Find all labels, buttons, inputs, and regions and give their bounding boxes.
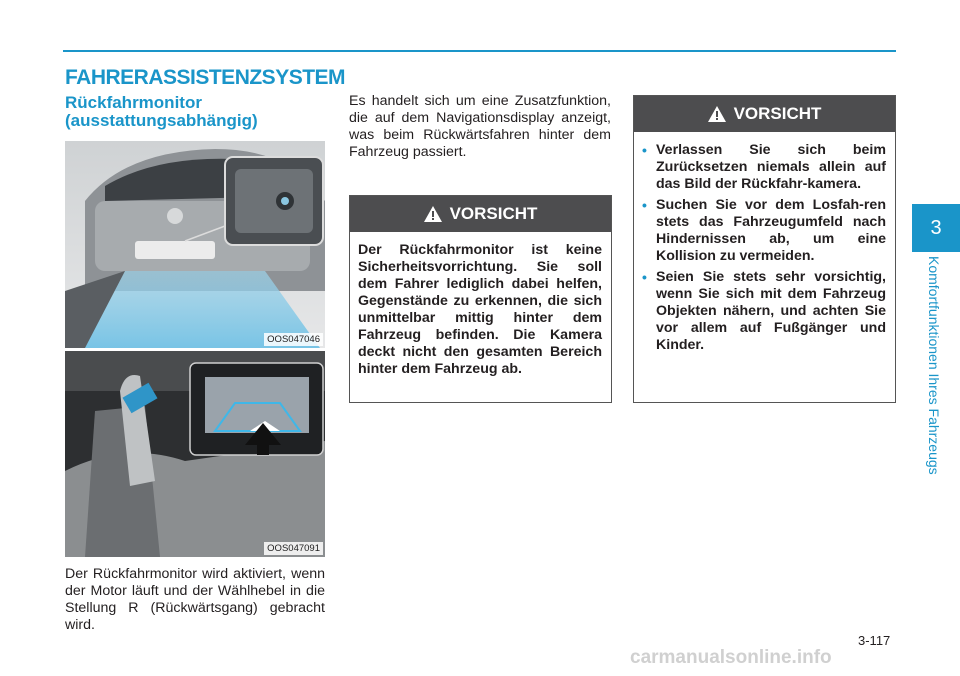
gear-lever-photo <box>65 351 325 557</box>
middle-paragraph: Es handelt sich um eine Zusatzfunktion, die auf dem Navigationsdisplay anzeigt, was beim Rückwärtsfahren hinter dem Fahrzeug passiert. <box>349 93 611 160</box>
figure-code: OOS047046 <box>264 333 323 346</box>
caution-title: VORSICHT <box>449 204 538 223</box>
rear-camera-photo <box>65 141 325 348</box>
caution-box <box>633 95 896 403</box>
caution-item-text: Verlassen Sie sich beim Zurücksetzen niemals allein auf das Bild der Rückfahr-kamera. <box>656 142 886 192</box>
caution-item-text: Seien Sie stets sehr vorsichtig, wenn Sie sich mit dem Fahrzeug Objekten nähern, und achten Sie vor allem auf Fußgänger und Kinder. <box>656 269 886 353</box>
subsection-title: Rückfahrmonitor (ausstattungsabhängig) <box>65 93 258 130</box>
page-number: 3-117 <box>858 633 891 648</box>
bullet-icon: • <box>642 142 647 158</box>
caution-box <box>349 195 612 403</box>
caution-title: VORSICHT <box>733 104 822 123</box>
bullet-icon: • <box>642 269 647 285</box>
warning-triangle-icon <box>708 106 726 122</box>
caution-list-item <box>642 142 886 193</box>
left-paragraph: Der Rückfahrmonitor wird aktiviert, wenn der Motor läuft und der Wählhebel in die Stellung R (Rückwärtsgang) gebracht wird. <box>65 566 325 633</box>
header-rule <box>63 50 896 52</box>
caution-item-text: Suchen Sie vor dem Losfah-ren stets das Fahrzeugumfeld nach Hindernissen ab, um eine Kollision zu vermeiden. <box>656 197 886 264</box>
caution-text: Der Rückfahrmonitor ist keine Sicherheitsvorrichtung. Sie soll dem Fahrer lediglich dabei helfen, Gegenstände zu erkennen, die sich unmittelbar mittig hinter dem Fahrzeug befinden. Die Kamera deckt nicht den gesamten Bereich hinter dem Fahrzeug ab. <box>358 242 602 377</box>
section-title: FAHRERASSISTENZSYSTEM <box>65 66 346 89</box>
caution-header <box>350 196 611 232</box>
caution-list-container <box>634 132 895 368</box>
warning-triangle-icon <box>424 206 442 222</box>
chapter-tab: 3 <box>912 204 960 252</box>
caution-list-item <box>642 269 886 354</box>
caution-list <box>642 142 886 354</box>
figure-code: OOS047091 <box>264 542 323 555</box>
caution-list-item <box>642 197 886 265</box>
caution-header <box>634 96 895 132</box>
watermark: carmanualsonline.info <box>630 647 832 668</box>
bullet-icon: • <box>642 197 647 213</box>
chapter-label: Komfortfunktionen Ihres Fahrzeugs <box>926 256 942 475</box>
